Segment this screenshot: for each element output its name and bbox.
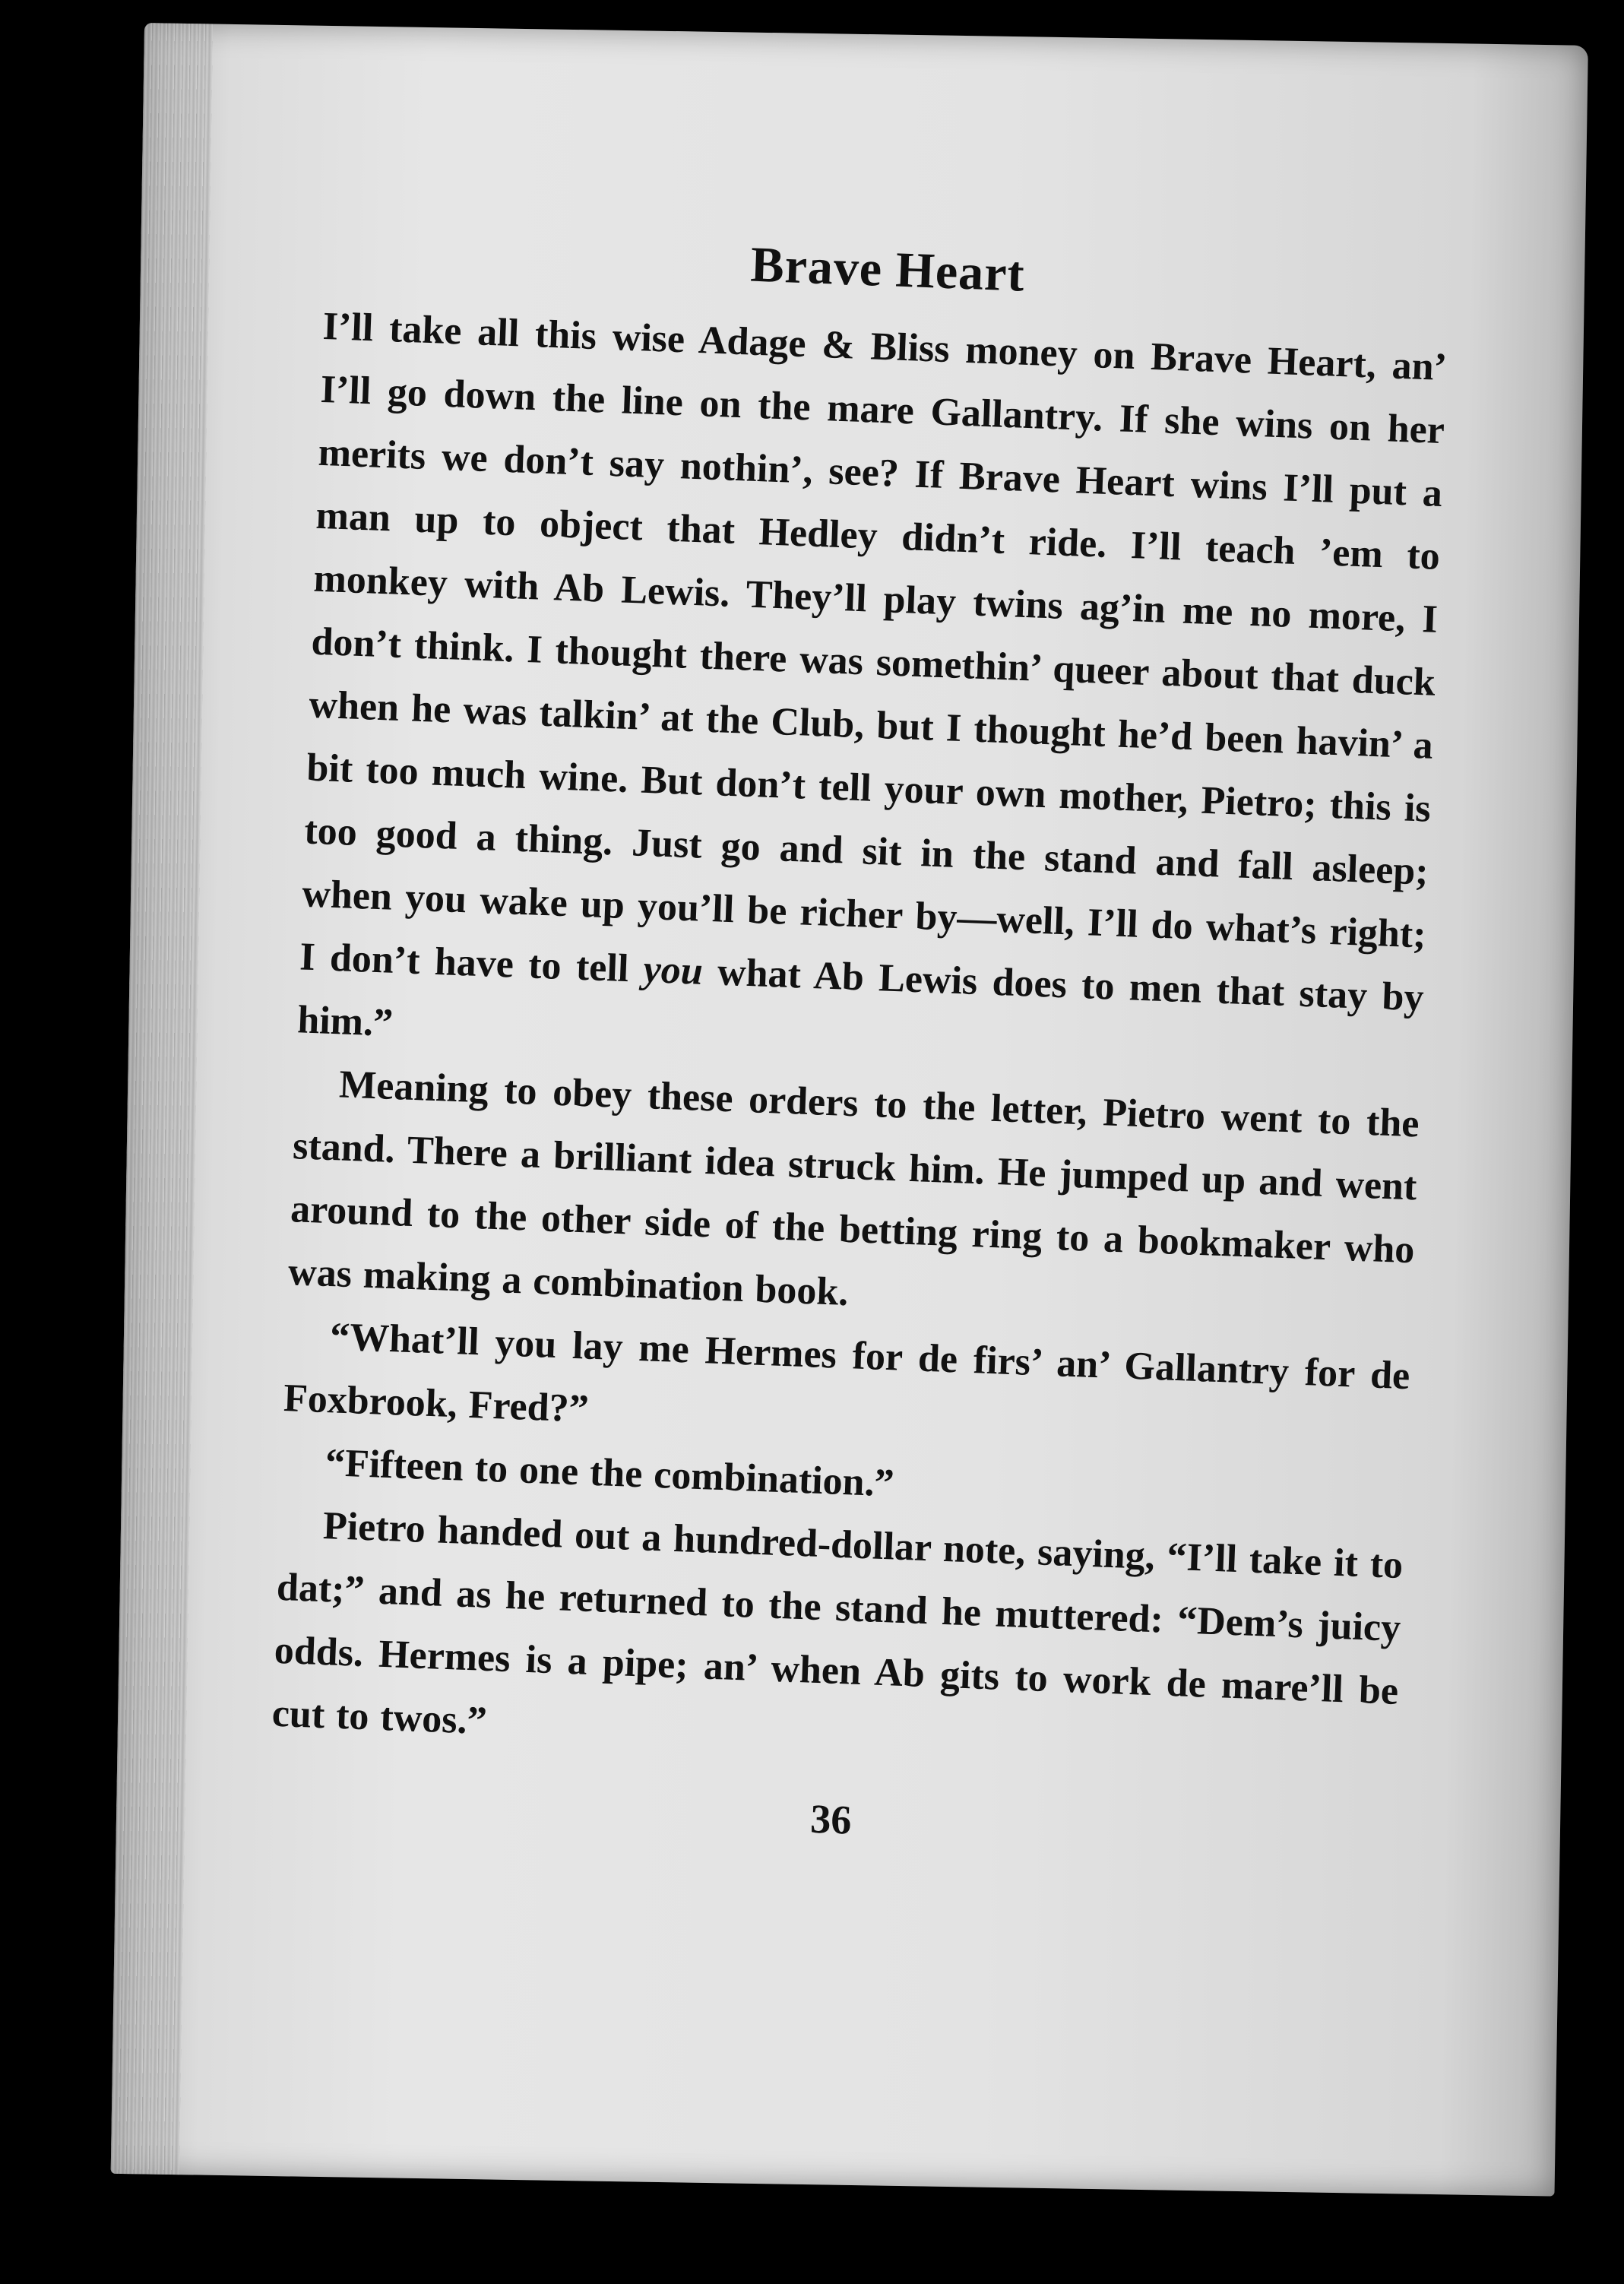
- paragraph-1-emphasis: you: [642, 947, 704, 993]
- page-number: 36: [809, 1795, 853, 1843]
- paragraph-4-text: “Fifteen to one the combination.”: [324, 1441, 895, 1506]
- paragraph-1-text-end: what Ab Lewis does to men that stay by him.”: [296, 949, 1425, 1045]
- running-head: Brave Heart: [749, 236, 1026, 303]
- paragraph-5-text: Pietro handed out a hundred-dollar note, saying, “I’ll take it to dat;” and as he returned to the stand he muttered: “Dem’s juicy odds. Hermes is a pipe; an’ when Ab gits to work de mare’ll be cut to twos.”: [271, 1503, 1404, 1744]
- paragraph-3-text: “What’ll you lay me Hermes for de firs’ an’ Gallantry for de Foxbrook, Fred?”: [283, 1315, 1411, 1431]
- page-stack-edge: [111, 23, 213, 2175]
- page-text-block: [268, 220, 1451, 1864]
- paragraph-1: [296, 295, 1448, 1093]
- paragraph-2-text: Meaning to obey these orders to the letter, Pietro went to the stand. There a brilliant idea struck him. He jumped up and went around to the other side of the betting ring to a bookmaker who was making a combination book.: [287, 1063, 1420, 1315]
- paragraph-1-text: I’ll take all this wise Adage & Bliss money on Brave Heart, an’ I’ll go down the line on the mare Gallantry. If she wins on her merits we don’t say nothin’, see? If Brave Heart wins I’ll put a man up to object that Hedley didn’t ride. I’ll teach ’em to monkey with Ab Lewis. They’ll play twins ag’in me no more, I don’t think. I thought there was somethin’ queer about that duck when he was talkin’ at the Club, but I thought he’d been havin’ a bit too much wine. But don’t tell your own mother, Pietro; this is too good a thing. Just go and sit in the stand and fall asleep; when you wake up you’ll be richer by—well, I’ll do what’s right; I don’t have to tell: [299, 304, 1448, 991]
- paragraph-5: [271, 1493, 1404, 1786]
- paragraph-2: [287, 1051, 1420, 1345]
